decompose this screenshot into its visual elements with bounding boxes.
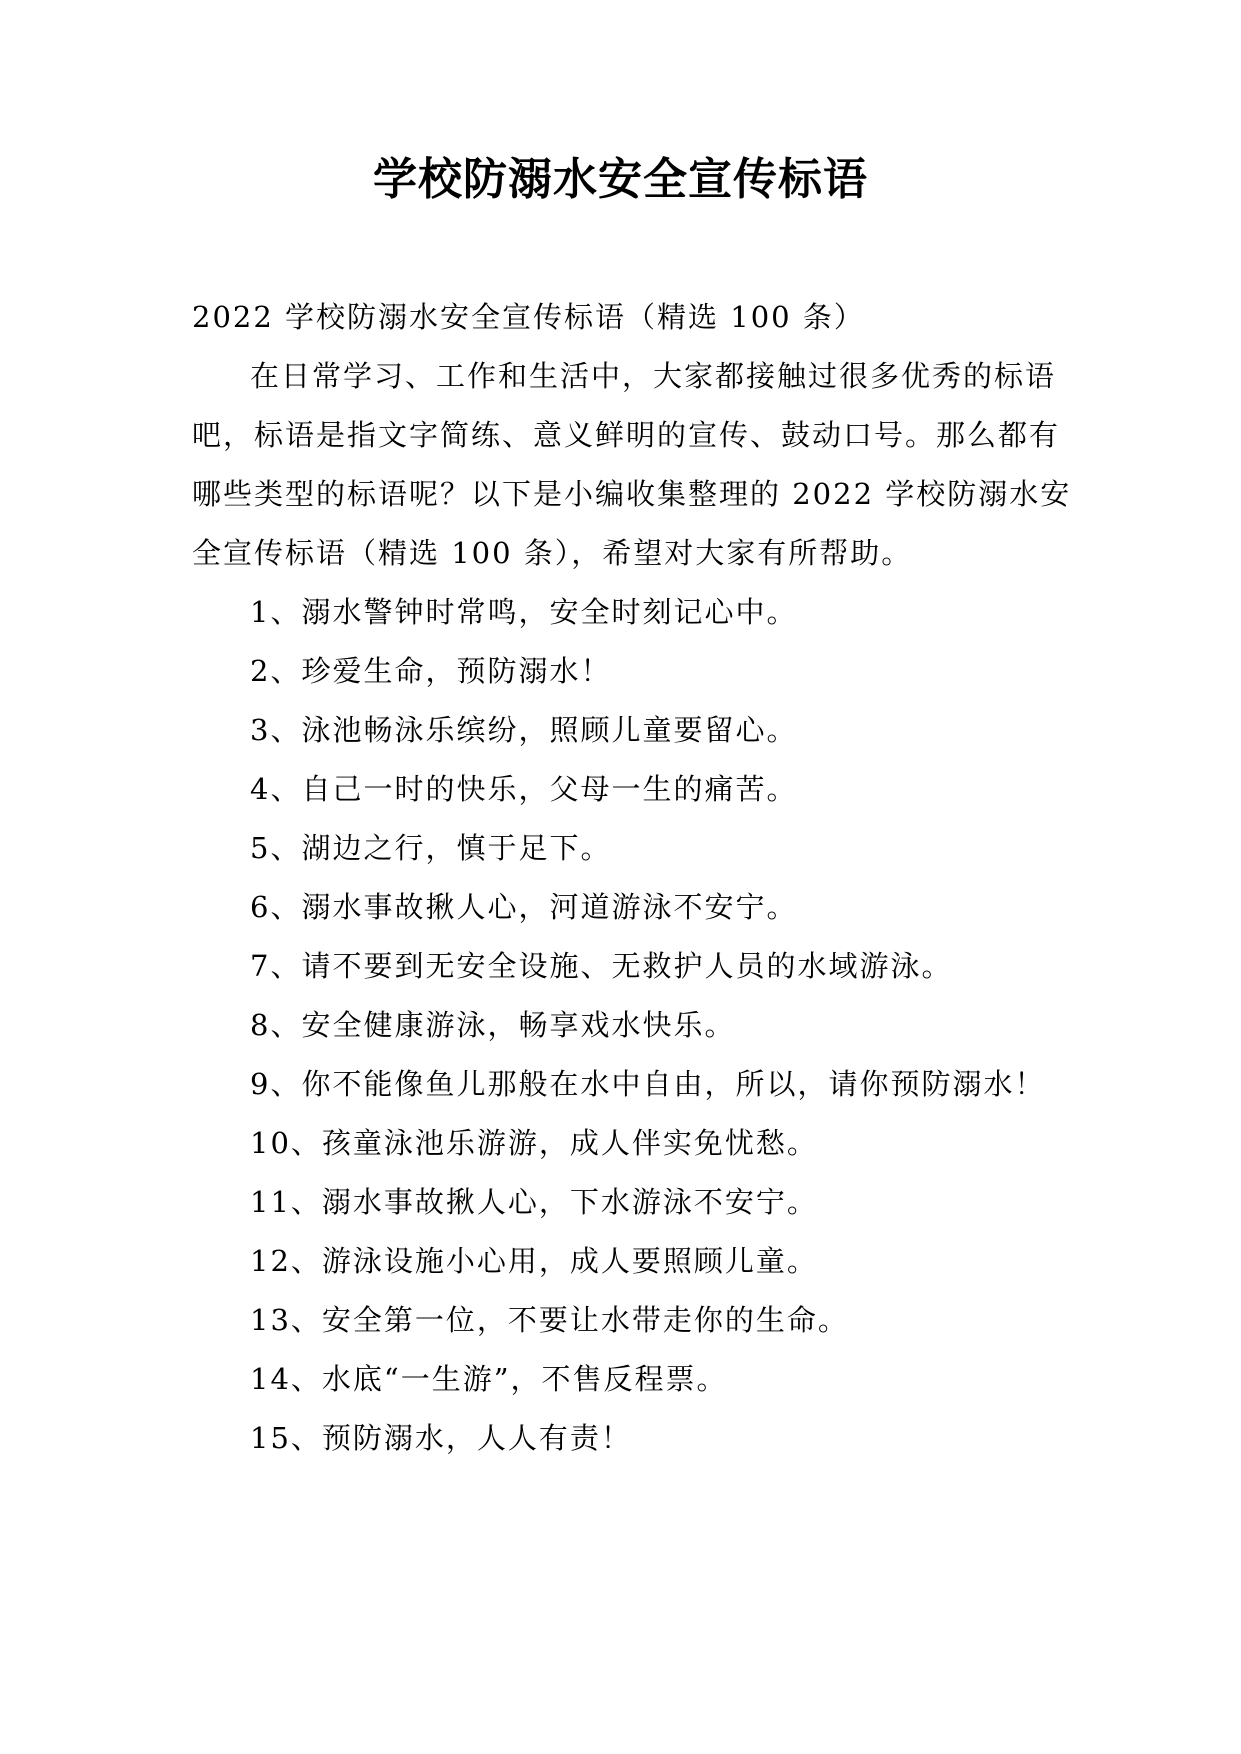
intro-paragraph: 在日常学习、工作和生活中，大家都接触过很多优秀的标语吧，标语是指文字简练、意义鲜明的宣传、鼓动口号。那么都有哪些类型的标语呢？以下是小编收集整理的 2022 学校防溺水安全宣传标语（精选 100 条），希望对大家有所帮助。 — [192, 359, 1072, 570]
slogan-item: 12、游泳设施小心用，成人要照顾儿童。 — [250, 1244, 818, 1278]
slogan-item: 3、泳池畅泳乐缤纷，照顾儿童要留心。 — [250, 713, 798, 747]
slogan-item: 15、预防溺水，人人有责！ — [250, 1421, 632, 1455]
slogan-item: 14、水底“一生游”，不售反程票。 — [250, 1362, 728, 1396]
slogan-item: 10、孩童泳池乐游游，成人伴实免忧愁。 — [250, 1126, 818, 1160]
slogan-item: 9、你不能像鱼儿那般在水中自由，所以，请你预防溺水！ — [250, 1067, 1046, 1101]
slogan-item: 5、湖边之行，慎于足下。 — [250, 831, 612, 865]
slogan-item: 11、溺水事故揪人心，下水游泳不安宁。 — [250, 1185, 818, 1219]
document-title: 学校防溺水安全宣传标语 — [373, 154, 868, 205]
document-body — [192, 288, 1072, 1468]
slogan-item: 6、溺水事故揪人心，河道游泳不安宁。 — [250, 890, 798, 924]
slogan-item: 1、溺水警钟时常鸣，安全时刻记心中。 — [250, 595, 798, 629]
slogan-item: 8、安全健康游泳，畅享戏水快乐。 — [250, 1008, 736, 1042]
slogan-item: 7、请不要到无安全设施、无救护人员的水域游泳。 — [250, 949, 953, 983]
slogan-item: 4、自己一时的快乐，父母一生的痛苦。 — [250, 772, 798, 806]
document-subtitle: 2022 学校防溺水安全宣传标语（精选 100 条） — [192, 300, 865, 334]
slogan-item: 2、珍爱生命，预防溺水！ — [250, 654, 612, 688]
slogan-item: 13、安全第一位，不要让水带走你的生命。 — [250, 1303, 849, 1337]
